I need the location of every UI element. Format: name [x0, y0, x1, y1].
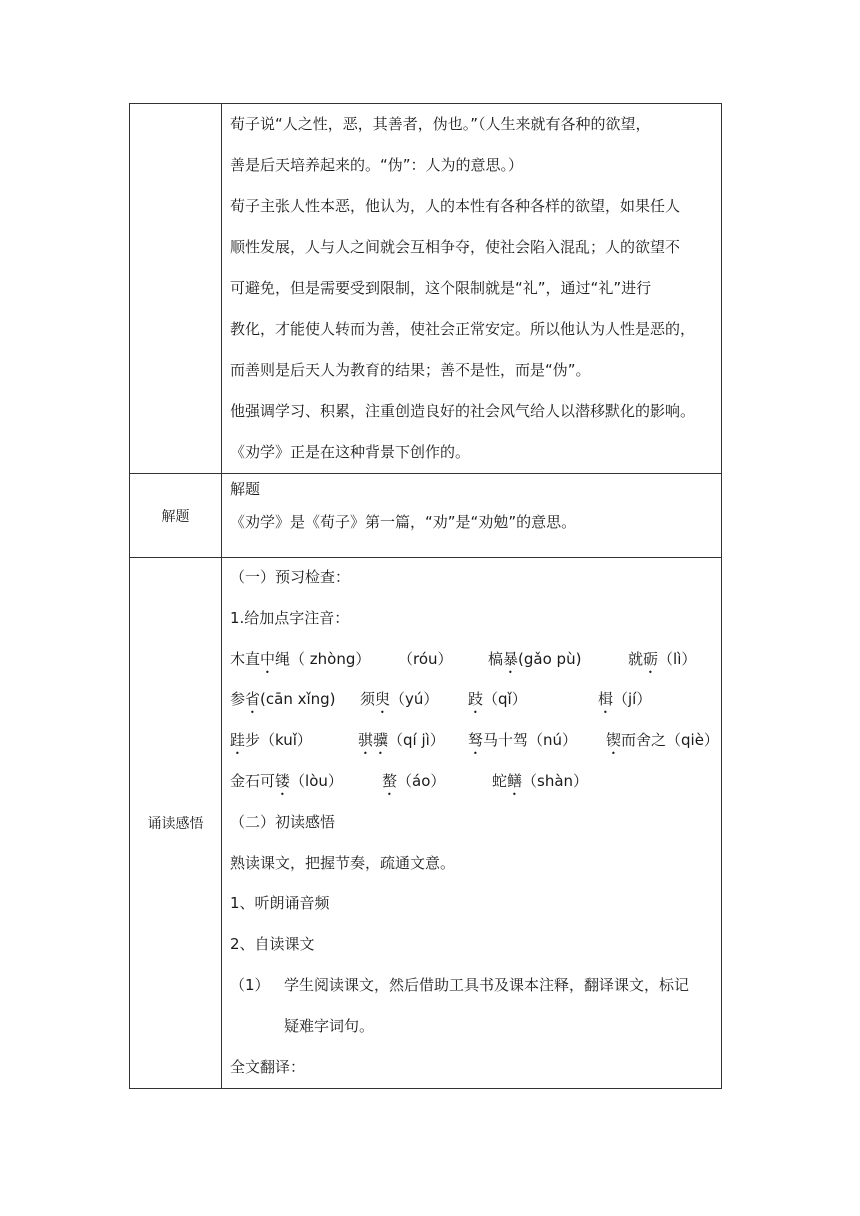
dotted-character: 镂 [275, 771, 291, 790]
item-text: 疑难字词句。 [284, 1016, 375, 1035]
dotted-character: 楫 [598, 690, 614, 709]
pinyin-row [230, 762, 715, 803]
section-heading: （二）初读感悟 [230, 812, 336, 831]
dotted-character: 省 [245, 690, 261, 709]
pinyin-item [398, 640, 488, 678]
text-line: 2、自读课文 [230, 935, 315, 954]
text-line: 《劝学》正是在这种背景下创作的。 [230, 443, 471, 461]
table-row-title-explanation [130, 474, 722, 558]
pinyin-item [230, 680, 360, 718]
pinyin-item [488, 640, 628, 678]
pinyin-text: 木直 [230, 649, 261, 668]
dotted-character: 暴 [503, 649, 519, 668]
dotted-character: 鳝 [507, 771, 523, 790]
pinyin-item [230, 721, 358, 759]
pinyin-text: （yú） [390, 690, 439, 709]
pinyin-item [468, 680, 598, 718]
pinyin-text: 蛇 [492, 771, 508, 790]
row-label-songdu: 诵读感悟 [130, 558, 222, 1089]
text-line: 顺性发展，人与人之间就会互相争夺，使社会陷入混乱；人的欲望不 [230, 238, 681, 256]
pinyin-item [360, 680, 468, 718]
text-line: 荀子说“人之性，恶，其善者，伪也。”（人生来就有各种的欲望， [230, 115, 651, 133]
pinyin-text: （lì） [658, 649, 697, 668]
pinyin-item [628, 640, 708, 678]
numbered-item [230, 966, 715, 1007]
dotted-character: 跬 [230, 731, 246, 750]
item-number: （1） [230, 975, 270, 994]
dotted-character: 跂 [468, 690, 484, 709]
pinyin-text: (gǎo pù) [518, 649, 582, 668]
pinyin-text: （róu） [398, 649, 453, 668]
section-heading: （一）预习检查： [230, 568, 351, 586]
pinyin-text: 槁 [488, 649, 504, 668]
text-line: 解题 [230, 480, 261, 498]
background-content [222, 104, 722, 474]
text-line: 善是后天培养起来的。“伪”：人为的意思。） [230, 156, 524, 174]
lesson-table [129, 103, 722, 1089]
text-line: 1、听朗诵音频 [230, 894, 330, 913]
pinyin-text: （shàn） [522, 771, 589, 790]
text-line: 他强调学习、积累，注重创造良好的社会风气给人以潜移默化的影响。 [230, 402, 696, 420]
table-row-reading [130, 558, 722, 1089]
title-explanation-content [222, 474, 722, 558]
dotted-character: 驽 [468, 731, 484, 750]
pinyin-text: （áo） [397, 771, 446, 790]
text-line: 教化，才能使人转而为善，使社会正常安定。所以他认为人性是恶的， [230, 320, 696, 338]
text-line: 全文翻译： [230, 1057, 306, 1076]
pinyin-item [382, 762, 492, 800]
pinyin-text: 马十驾（nú） [483, 731, 578, 750]
reading-content [222, 558, 722, 1089]
pinyin-text: 金石可 [230, 771, 276, 790]
dotted-character: 螯 [382, 771, 398, 790]
pinyin-row [230, 721, 719, 762]
pinyin-text: （qǐ） [483, 690, 527, 709]
dotted-character: 臾 [375, 690, 391, 709]
pinyin-text: 参 [230, 690, 246, 709]
item-text: 学生阅读课文，然后借助工具书及课本注释，翻译课文，标记 [284, 975, 690, 994]
text-line: 而善则是后天人为教育的结果；善不是性，而是“伪”。 [230, 361, 591, 379]
text-line: 《劝学》是《荀子》第一篇，“劝”是“劝勉”的意思。 [230, 513, 577, 531]
dotted-character: 砺 [643, 649, 659, 668]
subheading: 1.给加点字注音： [230, 608, 350, 627]
pinyin-item [492, 762, 612, 800]
text-line: 可避免，但是需要受到限制，这个限制就是“礼”，通过“礼”进行 [230, 279, 652, 297]
pinyin-item [468, 721, 606, 759]
row-label-empty [130, 104, 222, 474]
pinyin-text: （jí） [613, 690, 652, 709]
pinyin-text: 而舍之（qiè） [621, 731, 719, 750]
pinyin-text: （qí jì） [388, 731, 445, 750]
pinyin-text: 须 [360, 690, 376, 709]
row-label-jieti: 解题 [130, 474, 222, 558]
pinyin-text: 就 [628, 649, 644, 668]
pinyin-row [230, 680, 715, 721]
numbered-item-continuation [230, 1007, 715, 1048]
pinyin-text: 步（kuǐ） [245, 731, 312, 750]
pinyin-text: （lòu） [290, 771, 343, 790]
pinyin-item [230, 640, 398, 678]
pinyin-item [606, 721, 726, 759]
dotted-character: 中 [260, 649, 276, 668]
pinyin-item [230, 762, 382, 800]
text-line: 熟读课文，把握节奏，疏通文意。 [230, 853, 456, 872]
dotted-character: 锲 [606, 731, 622, 750]
pinyin-item [598, 680, 678, 718]
pinyin-text: (cān xǐng) [260, 690, 336, 709]
dotted-character: 骐骥 [358, 731, 389, 750]
text-line: 荀子主张人性本恶，他认为，人的本性有各种各样的欲望，如果任人 [230, 197, 681, 215]
pinyin-text: 绳（ zhòng） [275, 649, 371, 668]
pinyin-item [358, 721, 468, 759]
pinyin-row [230, 640, 715, 681]
table-row-background [130, 104, 722, 474]
